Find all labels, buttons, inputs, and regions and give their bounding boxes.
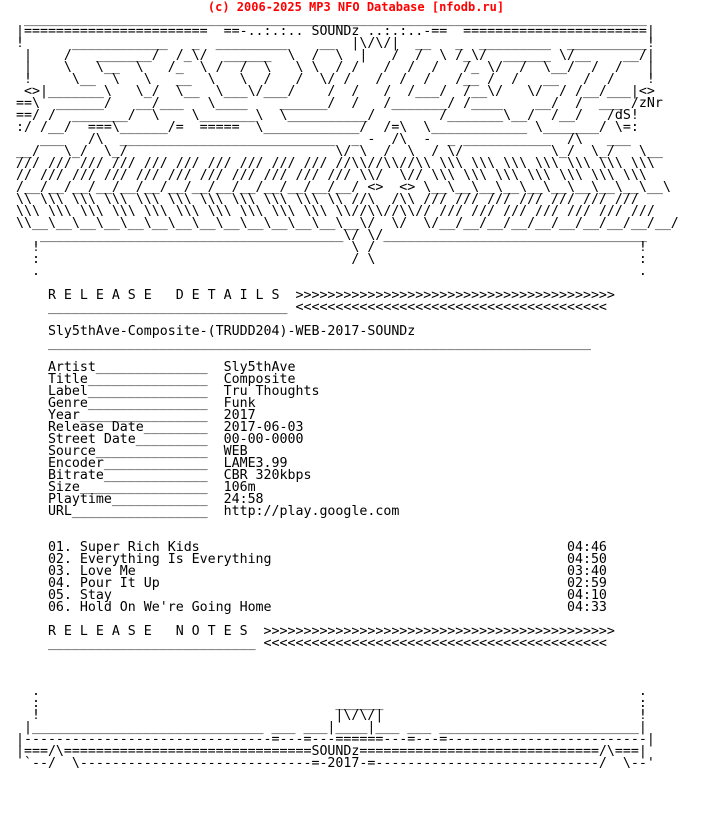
nfo-line: ______________________________________________________________________________ — [16, 12, 647, 27]
nfo-line: ! \ / ! — [16, 240, 647, 255]
nfo-line — [16, 518, 679, 530]
nfo-line: |======================= ==-..:.:.. SOUNDz ..:.:..-== =======================| — [16, 24, 655, 39]
nfo-line: Year________________ 2017 — [16, 408, 256, 423]
nfo-line: __________________________ <<<<<<<<<<<<<<<<<<<<<<<<<<<<<<<<<<<<<<<<<<< — [16, 636, 607, 651]
nfo-line — [16, 650, 679, 662]
nfo-line: : / \ : — [16, 252, 647, 267]
nfo-line: 03. Love Me 03:40 — [16, 564, 607, 579]
nfo-line: : ______ : — [16, 696, 647, 711]
nfo-line: 04. Pour It Up 02:59 — [16, 576, 607, 591]
nfo-line: Artist______________ Sly5thAve — [16, 360, 296, 375]
nfo-line: ____________________________________________________________________ — [16, 336, 591, 351]
nfo-line: // /// /// /// /// /// /// /// /// /// /// \\/ \// \\\ \\\ \\\ \\\ \\\ \\\ \\\ — [16, 168, 647, 183]
nfo-line: \\ \\\ \\\ \\\ \\\ \\\ \\\ \\\ \\\ \\\ \\ //\ /\\ /// /// /// /// /// /// /// — [16, 192, 639, 207]
nfo-line: ______________________________________\/ \/_________________________________ — [16, 228, 647, 243]
nfo-line: R E L E A S E N O T E S >>>>>>>>>>>>>>>>>>>>>>>>>>>>>>>>>>>>>>>>>>>> — [16, 624, 615, 639]
nfo-line: `--/ \-----------------------------=-2017-=----------------------------/ \--' — [16, 756, 655, 771]
nfo-line: ==\ ______/ __/___ \____ ______/ / /_______/ /____ __/ / ___ /zNr — [16, 96, 663, 111]
nfo-line: /__/__/__/__/__/__/__/__/__/__/__/__/__/__/ <> <> \__\__\__\__\__\__\__\__\__\__\ — [16, 180, 671, 195]
nfo-line: Encoder_____________ LAME3.99 — [16, 456, 288, 471]
nfo-line: __/ \_/ \_/ \/ \ / \ / \/ \_/ \_/ \__ — [16, 144, 663, 159]
site-header: (c) 2006-2025 MP3 NFO Database [nfodb.ru] — [207, 0, 505, 14]
nfo-line: Sly5thAve-Composite-(TRUDD204)-WEB-2017-SOUNDz — [16, 324, 416, 339]
nfo-line: Street Date_________ 00-00-0000 — [16, 432, 304, 447]
nfo-line: R E L E A S E D E T A I L S >>>>>>>>>>>>>>>>>>>>>>>>>>>>>>>>>>>>>>>> — [16, 288, 615, 303]
nfo-line: Size________________ 106m — [16, 480, 256, 495]
nfo-line: 05. Stay 04:10 — [16, 588, 607, 603]
nfo-line: URL_________________ http://play.google.com — [16, 504, 400, 519]
nfo-line: |-------------------------------=---=---======---=---=-------------------------| — [16, 732, 655, 747]
nfo-line: 01. Super Rich Kids 04:46 — [16, 540, 607, 555]
nfo-line: |_____________________________ ___ ___|____|___ ___ _________________________| — [16, 720, 647, 735]
nfo-line: Title_______________ Composite — [16, 372, 296, 387]
nfo-line: Source______________ WEB — [16, 444, 248, 459]
nfo-line: Release Date________ 2017-06-03 — [16, 420, 304, 435]
nfo-line: | / _______/ /_\/ ______ \ / \ | / / \ /_\/ ______ \/__ __/| — [16, 48, 655, 63]
nfo-line: ___ /\ ___________________________ _ - /\ - _ ___________ /\ ___ — [16, 132, 631, 147]
nfo-line — [16, 662, 679, 674]
nfo-line: |===/\===============================SOUNDz==============================/\===| — [16, 744, 647, 759]
nfo-line: ! |\/\/| ! — [16, 708, 647, 723]
nfo-line: /// /// /// /// /// /// /// /// /// /// //\\//\\//\\ \\\ \\\ \\\ \\\ \\\ \\\ \\\ — [16, 156, 655, 171]
nfo-line: 06. Hold On We're Going Home 04:33 — [16, 600, 607, 615]
nfo-text-block — [16, 14, 679, 770]
nfo-line: Playtime____________ 24:58 — [16, 492, 264, 507]
nfo-line: . . — [16, 684, 647, 699]
nfo-line: ==/ / _______/ \ \_______\ \__________/ /_______\__/ /__/ /dS! — [16, 108, 639, 123]
nfo-line: ! ____________ _ _________ __ |\/\/| __ _ _________ __________! — [16, 36, 655, 51]
nfo-line: \\__\__\__\__\__\__\__\__\__\__\__\__\__\__\/ \/ \/__/__/__/__/__/__/__/__/__/__/ — [16, 216, 679, 231]
nfo-line: ______________________________ <<<<<<<<<<<<<<<<<<<<<<<<<<<<<<<<<<<<<<< — [16, 300, 607, 315]
nfo-line: <>|_______\ \_/ \__ \___\/___/ / / / /___/ /__\/ \/ / /__/___|<> — [16, 84, 655, 99]
nfo-line: ! \__ \ \ __ \ \ / / \/ / / / / /__ / / __ / / ! — [16, 72, 655, 87]
nfo-line: 02. Everything Is Everything 04:50 — [16, 552, 607, 567]
nfo-line: Bitrate_____________ CBR 320kbps — [16, 468, 312, 483]
nfo-line: Label_______________ Tru Thoughts — [16, 384, 320, 399]
nfo-line: . . — [16, 264, 647, 279]
nfo-line: | \ \__ \ /_ \ / / \ \ \ / / / / / /_ \/ / \__/ / / | — [16, 60, 655, 75]
nfo-line: :/ /__/ ===\______/= ===== \____________/ /=\ \____________ \_______/ \=: — [16, 120, 639, 135]
nfo-line: \\\ \\\ \\\ \\\ \\\ \\\ \\\ \\\ \\\ \\\ \\//\\//\\// /// /// /// /// /// /// /// — [16, 204, 655, 219]
nfo-line: Genre_______________ Funk — [16, 396, 256, 411]
